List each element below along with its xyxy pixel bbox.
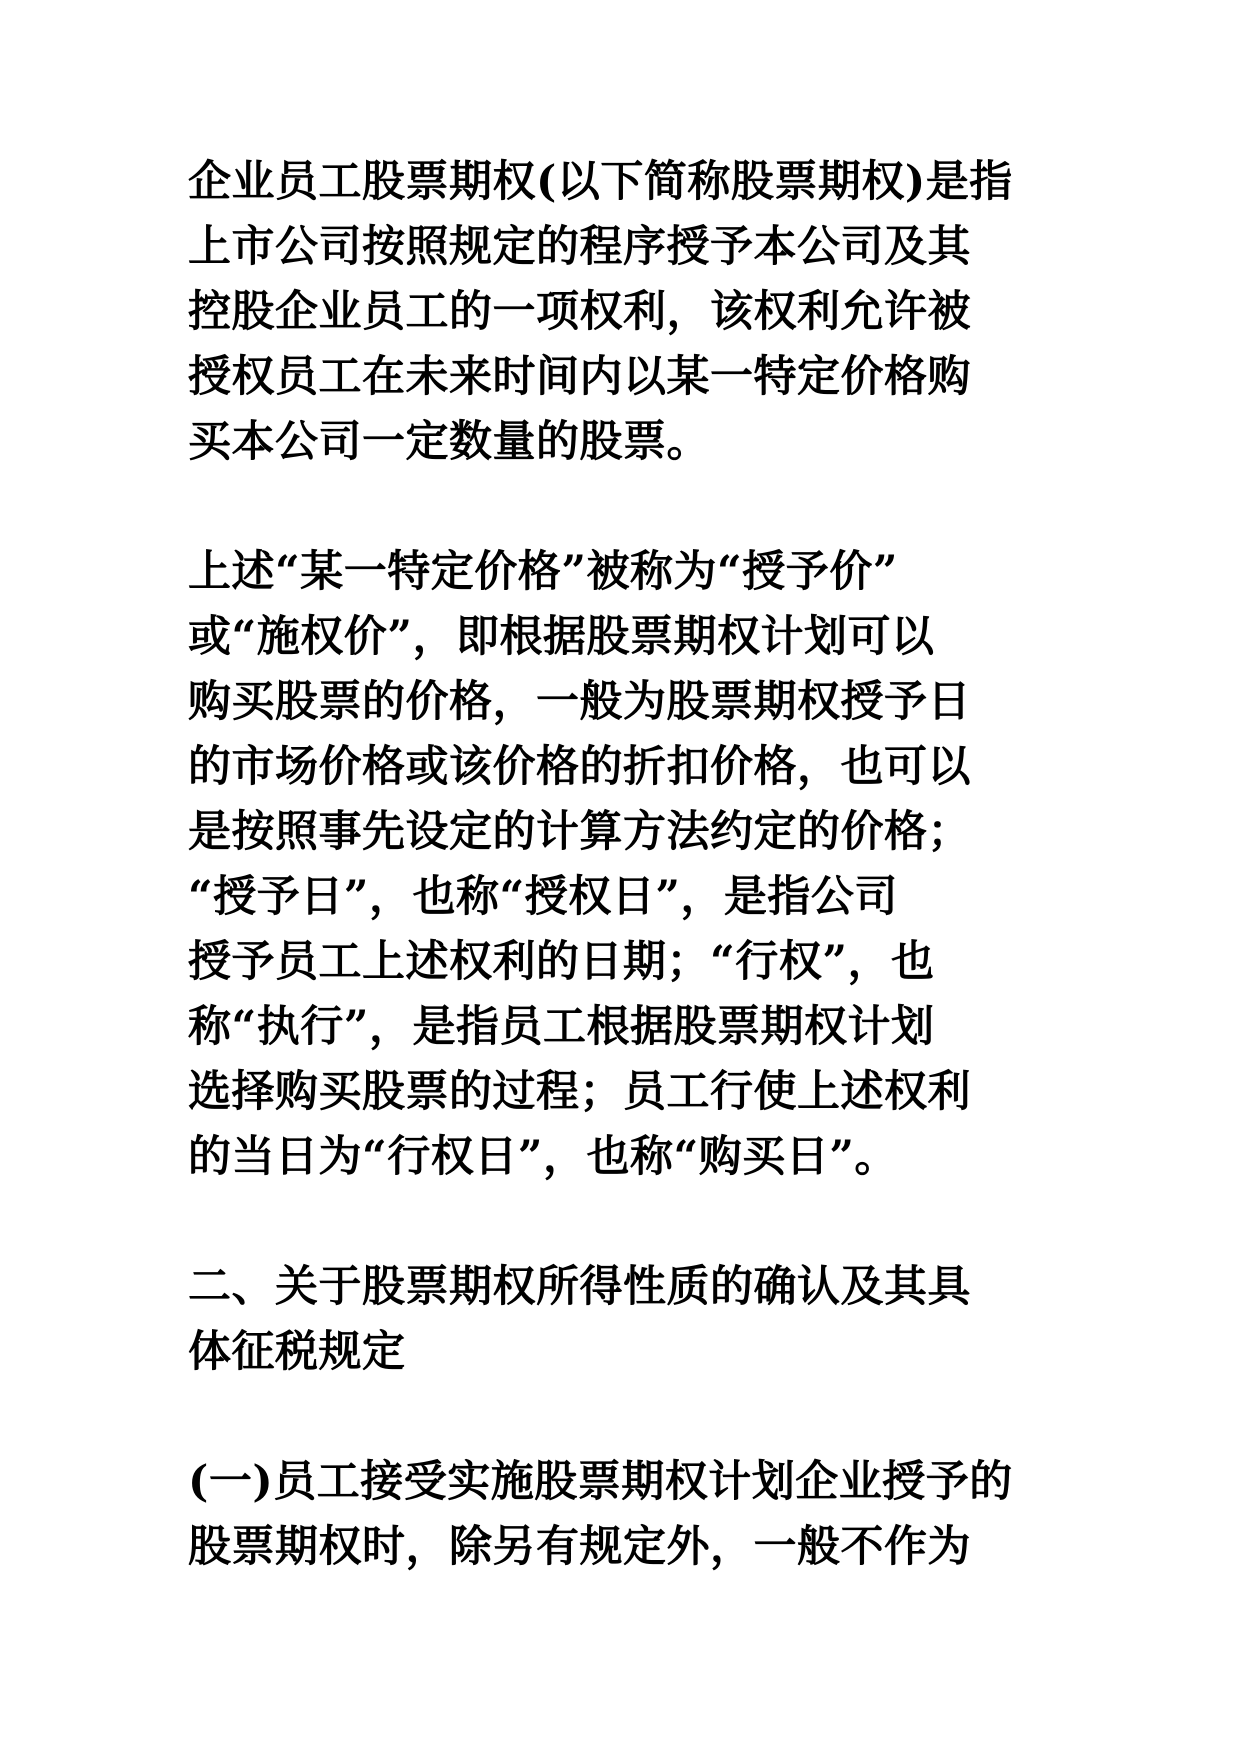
paragraph-item-1: (一)员工接受实施股票期权计划企业授予的 股票期权时，除另有规定外，一般不作为 (188, 1457, 1013, 1572)
document-page (188, 150, 1068, 1645)
paragraph-definition: 企业员工股票期权(以下简称股票期权)是指 上市公司按照规定的程序授予本公司及其 控股企业员工的一项权利，该权利允许被 授权员工在未来时间内以某一特定价格购 买本公司一定数量的股票。 (188, 157, 1013, 467)
section-heading: 二、关于股票期权所得性质的确认及其具 体征税规定 (188, 1262, 971, 1377)
paragraph-terms: 上述“某一特定价格”被称为“授予价” 或“施权价”，即根据股票期权计划可以 购买股票的价格，一般为股票期权授予日 的市场价格或该价格的折扣价格，也可以 是按照事先设定的计算方法约定的价格； “授予日”，也称“授权日”，是指公司 授予员工上述权利的日期；“行权”，也 称“执行”，是指员工根据股票期权计划 选择购买股票的过程；员工行使上述权利 的当日为“行权日”，也称“购买日”。 (188, 547, 971, 1182)
